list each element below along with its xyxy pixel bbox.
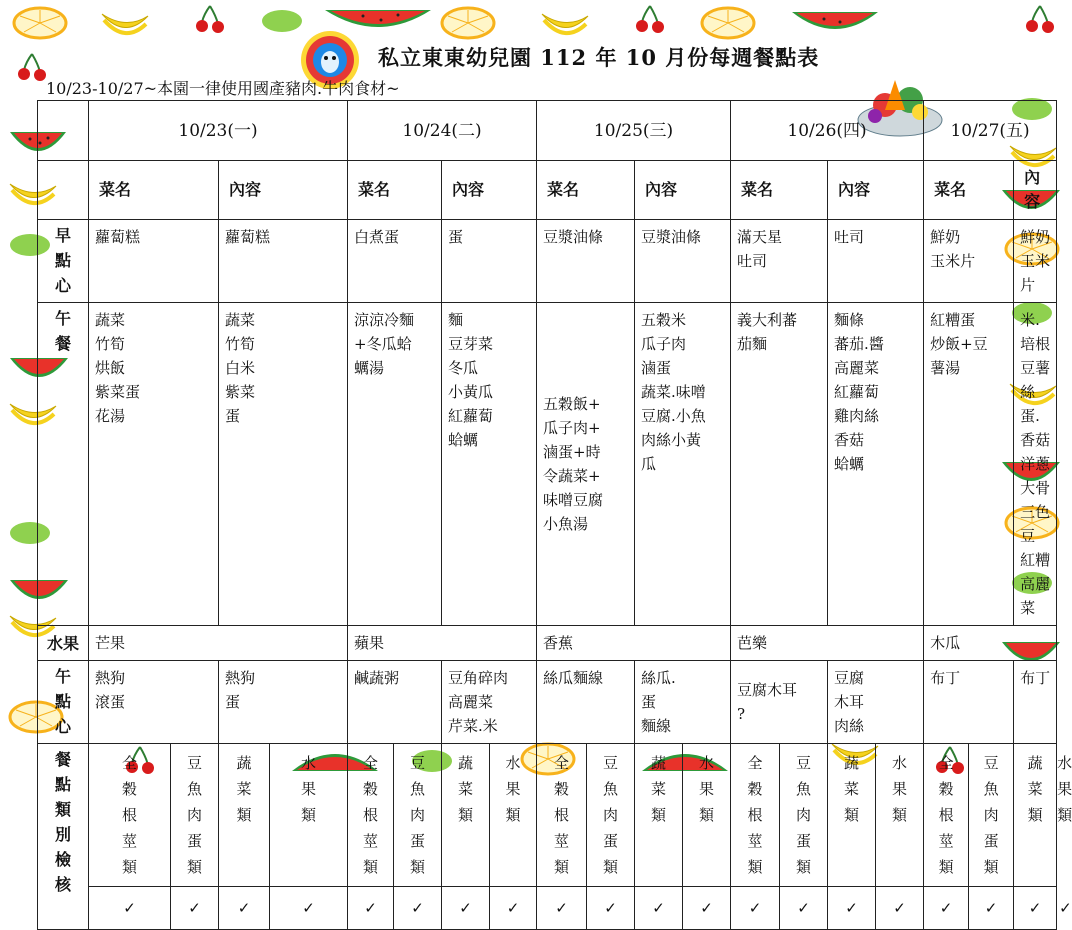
row-label-check: 餐點類別檢核 xyxy=(38,744,89,930)
day-header: 10/26(四) xyxy=(731,101,924,161)
lunch-dish: 紅糟蛋 炒飯+豆 薯湯 xyxy=(924,303,1014,626)
lunch-content: 蔬菜 竹筍 白米 紫菜 蛋 xyxy=(219,303,348,626)
checkmark-cell: ✓ xyxy=(876,887,924,930)
lunch-dish: 涼涼冷麵 +冬瓜蛤 蠣湯 xyxy=(348,303,442,626)
afternoon-content: 絲瓜. 蛋 麵線 xyxy=(635,661,731,744)
row-label-lunch: 午餐 xyxy=(38,303,89,626)
category-check-row: 餐點類別檢核 全穀根莖類 豆魚肉蛋類 蔬菜類 水果類 全穀根莖類 豆魚肉蛋類 蔬菜類 水果類 全穀根莖類 豆魚肉蛋類 蔬菜類 水果類 全穀根莖類 豆魚肉蛋類 蔬菜類 水果類 全穀根莖類 豆魚肉蛋類 蔬菜類 水果類 xyxy=(38,744,1057,887)
breakfast-content: 豆漿油條 xyxy=(635,220,731,303)
lunch-dish: 義大利蕃 茄麵 xyxy=(731,303,828,626)
afternoon-dish: 熱狗 滾蛋 xyxy=(89,661,219,744)
checkmark-cell: ✓ xyxy=(683,887,731,930)
content-header: 內容 xyxy=(1014,161,1057,220)
lunch-dish: 蔬菜 竹筍 烘飯 紫菜蛋 花湯 xyxy=(89,303,219,626)
checkmark-cell: ✓ xyxy=(537,887,587,930)
cherry-icon xyxy=(630,4,670,34)
afternoon-content: 豆腐 木耳 肉絲 xyxy=(828,661,924,744)
checkmark-cell: ✓ xyxy=(89,887,171,930)
checkmark-cell: ✓ xyxy=(348,887,394,930)
afternoon-dish: 絲瓜麵線 xyxy=(537,661,635,744)
checkmark-cell: ✓ xyxy=(924,887,969,930)
dish-header: 菜名 xyxy=(731,161,828,220)
content-header: 內容 xyxy=(219,161,348,220)
corner-cell xyxy=(38,101,89,161)
checkmark-cell: ✓ xyxy=(442,887,490,930)
fruit-cell: 芭樂 xyxy=(731,626,924,661)
checkmark-cell: ✓ xyxy=(270,887,348,930)
fruit-cell: 蘋果 xyxy=(348,626,537,661)
breakfast-content: 吐司 xyxy=(828,220,924,303)
category-vegetable: 蔬菜類 xyxy=(635,744,683,887)
breakfast-content: 蘿蔔糕 xyxy=(219,220,348,303)
category-protein: 豆魚肉蛋類 xyxy=(171,744,219,887)
checkmark-cell: ✓ xyxy=(828,887,876,930)
orange-slice-icon xyxy=(700,6,756,40)
afternoon-dish: 豆腐木耳 ? xyxy=(731,661,828,744)
afternoon-dish: 鹹蔬粥 xyxy=(348,661,442,744)
orange-slice-icon xyxy=(12,6,68,40)
category-protein: 豆魚肉蛋類 xyxy=(394,744,442,887)
breakfast-dish: 白煮蛋 xyxy=(348,220,442,303)
category-vegetable: 蔬菜類 xyxy=(1014,744,1057,887)
category-vegetable: 蔬菜類 xyxy=(442,744,490,887)
breakfast-dish: 豆漿油條 xyxy=(537,220,635,303)
day-header: 10/25(三) xyxy=(537,101,731,161)
checkmark-cell: ✓ xyxy=(731,887,780,930)
fruit-cell: 木瓜 xyxy=(924,626,1057,661)
checkmark-cell: ✓ xyxy=(1014,887,1057,930)
breakfast-dish: 蘿蔔糕 xyxy=(89,220,219,303)
lunch-content: 麵 豆芽菜 冬瓜 小黃瓜 紅蘿蔔 蛤蠣 xyxy=(442,303,537,626)
breakfast-row xyxy=(38,220,1057,303)
category-grains: 全穀根莖類 xyxy=(348,744,394,887)
category-fruit: 水果類 xyxy=(270,744,348,887)
category-fruit: 水果類 xyxy=(490,744,537,887)
day-header: 10/24(二) xyxy=(348,101,537,161)
row-label-fruit: 水果 xyxy=(38,626,89,661)
page-title: 私立東東幼兒園 112 年 10 月份每週餐點表 xyxy=(378,45,820,70)
breakfast-dish: 滿天星 吐司 xyxy=(731,220,828,303)
afternoon-content: 布丁 xyxy=(1014,661,1057,744)
checkmark-cell: ✓ xyxy=(490,887,537,930)
checkmark-cell: ✓ xyxy=(635,887,683,930)
lunch-content: 米.培根 豆薯絲 蛋.香菇 洋蔥大骨 三色豆 紅糟 高麗菜 xyxy=(1014,303,1057,626)
dish-header: 菜名 xyxy=(348,161,442,220)
day-header: 10/27(五) xyxy=(924,101,1057,161)
lunch-content: 麵條 蕃茄.醬 高麗菜 紅蘿蔔 雞肉絲 香菇 蛤蠣 xyxy=(828,303,924,626)
checkmark-cell: ✓ xyxy=(171,887,219,930)
breakfast-dish: 鮮奶 玉米片 xyxy=(924,220,1014,303)
afternoon-dish: 布丁 xyxy=(924,661,1014,744)
category-protein: 豆魚肉蛋類 xyxy=(969,744,1014,887)
fruit-cell: 香蕉 xyxy=(537,626,731,661)
category-grains: 全穀根莖類 xyxy=(89,744,171,887)
lunch-row xyxy=(38,303,1057,626)
day-header-row xyxy=(38,101,1057,161)
fruit-row xyxy=(38,626,1057,661)
lunch-content: 五穀米 瓜子肉 滷蛋 蔬菜.味噌 豆腐.小魚 肉絲小黃 瓜 xyxy=(635,303,731,626)
category-vegetable: 蔬菜類 xyxy=(219,744,270,887)
row-label-afternoon: 午點心 xyxy=(38,661,89,744)
afternoon-content: 豆角碎肉 高麗菜 芹菜.米 xyxy=(442,661,537,744)
content-header: 內容 xyxy=(442,161,537,220)
checkmark-cell: ✓ xyxy=(219,887,270,930)
leaf-icon xyxy=(260,8,304,34)
page-subtitle: 10/23-10/27~本園一律使用國產豬肉.牛肉食材~ xyxy=(46,79,400,98)
checkmark-cell: ✓ xyxy=(969,887,1014,930)
checkmark-cell: ✓ xyxy=(587,887,635,930)
category-grains: 全穀根莖類 xyxy=(731,744,780,887)
dish-header: 菜名 xyxy=(924,161,1014,220)
day-header: 10/23(一) xyxy=(89,101,348,161)
category-grains: 全穀根莖類 xyxy=(537,744,587,887)
orange-slice-icon xyxy=(440,6,496,40)
afternoon-snack-row xyxy=(38,661,1057,744)
breakfast-content: 蛋 xyxy=(442,220,537,303)
checkmark-cell: ✓ xyxy=(780,887,828,930)
breakfast-content: 鮮奶 玉米片 xyxy=(1014,220,1057,303)
checkmark-row: ✓ ✓ ✓ ✓ ✓ ✓ ✓ ✓ ✓ ✓ ✓ ✓ ✓ ✓ ✓ ✓ ✓ ✓ ✓ ✓ xyxy=(38,887,1057,930)
afternoon-content: 熱狗 蛋 xyxy=(219,661,348,744)
cherry-icon xyxy=(1020,4,1060,34)
category-grains: 全穀根莖類 xyxy=(924,744,969,887)
category-protein: 豆魚肉蛋類 xyxy=(587,744,635,887)
dish-header: 菜名 xyxy=(89,161,219,220)
watermelon-icon xyxy=(790,10,880,38)
row-label-blank xyxy=(38,161,89,220)
cherry-icon xyxy=(190,4,230,34)
weekly-menu-table xyxy=(37,100,1072,930)
content-header: 內容 xyxy=(828,161,924,220)
category-fruit: 水果類 xyxy=(876,744,924,887)
category-fruit: 水果類 xyxy=(683,744,731,887)
fruit-cell: 芒果 xyxy=(89,626,348,661)
content-header: 內容 xyxy=(635,161,731,220)
dish-header: 菜名 xyxy=(537,161,635,220)
banana-icon xyxy=(540,8,586,34)
column-header-row xyxy=(38,161,1057,220)
category-vegetable: 蔬菜類 xyxy=(828,744,876,887)
banana-icon xyxy=(100,8,146,34)
checkmark-cell: ✓ xyxy=(394,887,442,930)
row-label-breakfast: 早點心 xyxy=(38,220,89,303)
lunch-dish: 五穀飯+ 瓜子肉+ 滷蛋+時 令蔬菜+ 味噌豆腐 小魚湯 xyxy=(537,303,635,626)
category-protein: 豆魚肉蛋類 xyxy=(780,744,828,887)
